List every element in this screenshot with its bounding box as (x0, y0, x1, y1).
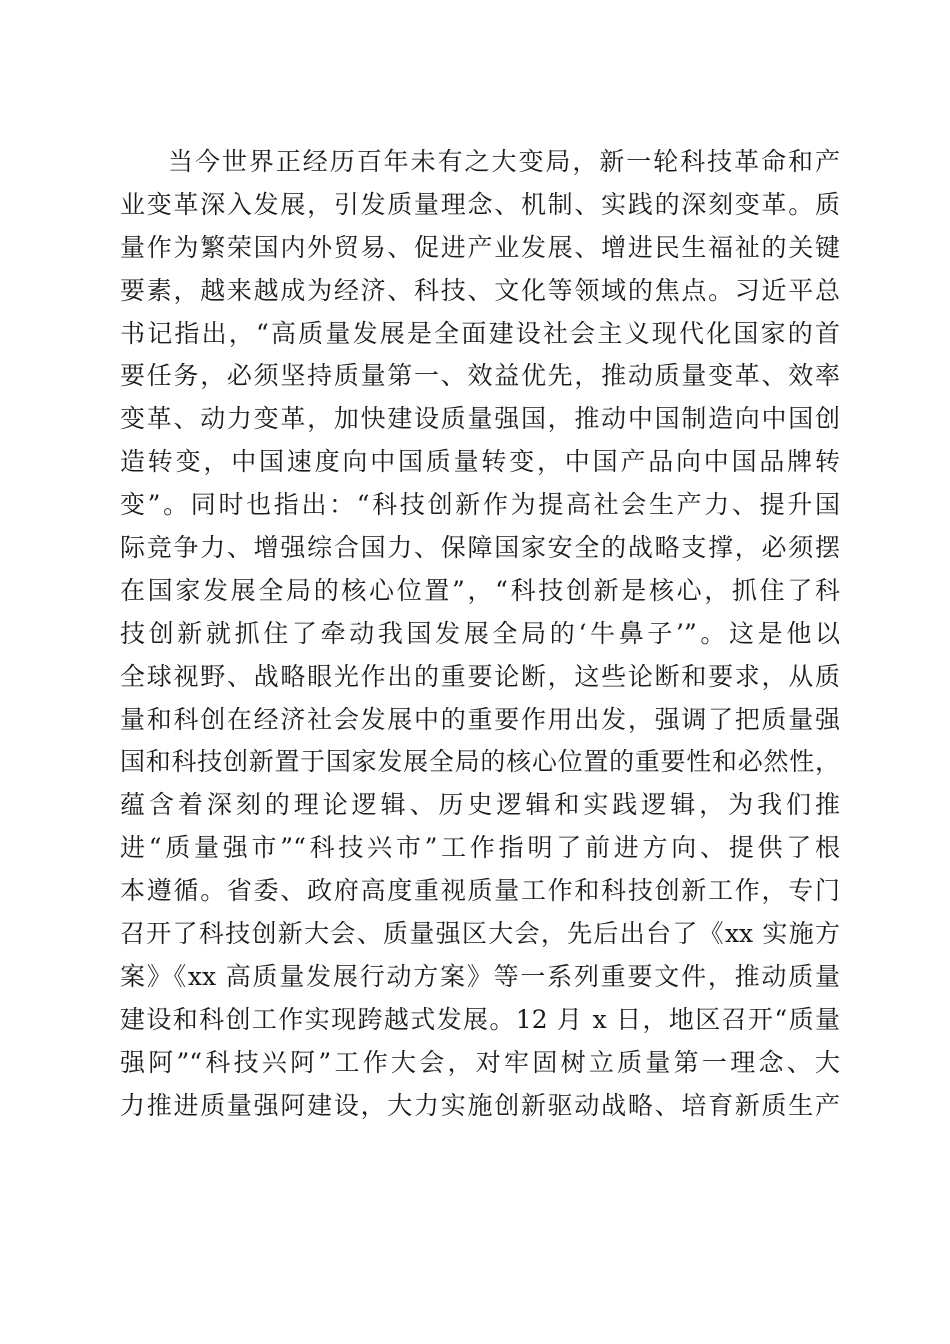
paragraph-line: 造转变，中国速度向中国质量转变，中国产品向中国品牌转 (120, 447, 840, 477)
paragraph-line: 全球视野、战略眼光作出的重要论断，这些论断和要求，从质 (120, 661, 840, 691)
paragraph-line: 强阿”“科技兴阿”工作大会，对牢固树立质量第一理念、大 (120, 1047, 840, 1077)
paragraph-line: 召开了科技创新大会、质量强区大会，先后出台了《xx 实施方 (120, 919, 840, 949)
paragraph-line: 在国家发展全局的核心位置”，“科技创新是核心，抓住了科 (120, 575, 840, 605)
paragraph-line: 蕴含着深刻的理论逻辑、历史逻辑和实践逻辑，为我们推 (120, 790, 840, 820)
paragraph-line: 建设和科创工作实现跨越式发展。12 月 x 日，地区召开“质量 (120, 1004, 840, 1034)
paragraph-line: 书记指出，“高质量发展是全面建设社会主义现代化国家的首 (120, 318, 840, 348)
paragraph-line: 力推进质量强阿建设，大力实施创新驱动战略、培育新质生产 (120, 1090, 840, 1120)
paragraph-line: 变”。同时也指出：“科技创新作为提高社会生产力、提升国 (120, 490, 840, 520)
paragraph-line: 国和科技创新置于国家发展全局的核心位置的重要性和必然性， (120, 747, 840, 777)
paragraph-line: 变革、动力变革，加快建设质量强国，推动中国制造向中国创 (120, 404, 840, 434)
body-paragraph (120, 141, 840, 1127)
paragraph-line: 本遵循。省委、政府高度重视质量工作和科技创新工作，专门 (120, 876, 840, 906)
paragraph-line: 技创新就抓住了牵动我国发展全局的‘牛鼻子’”。这是他以 (120, 618, 840, 648)
paragraph-line: 案》《xx 高质量发展行动方案》等一系列重要文件，推动质量 (120, 961, 840, 991)
paragraph-line: 要任务，必须坚持质量第一、效益优先，推动质量变革、效率 (120, 361, 840, 391)
paragraph-line: 业变革深入发展，引发质量理念、机制、实践的深刻变革。质 (120, 189, 840, 219)
paragraph-line: 际竞争力、增强综合国力、保障国家安全的战略支撑，必须摆 (120, 533, 840, 563)
paragraph-line: 当今世界正经历百年未有之大变局，新一轮科技革命和产 (168, 147, 840, 176)
paragraph-line: 要素，越来越成为经济、科技、文化等领域的焦点。习近平总 (120, 275, 840, 305)
paragraph-line: 量作为繁荣国内外贸易、促进产业发展、增进民生福祉的关键 (120, 232, 840, 262)
paragraph-line: 进“质量强市”“科技兴市”工作指明了前进方向、提供了根 (120, 833, 840, 863)
paragraph-line: 量和科创在经济社会发展中的重要作用出发，强调了把质量强 (120, 704, 840, 734)
